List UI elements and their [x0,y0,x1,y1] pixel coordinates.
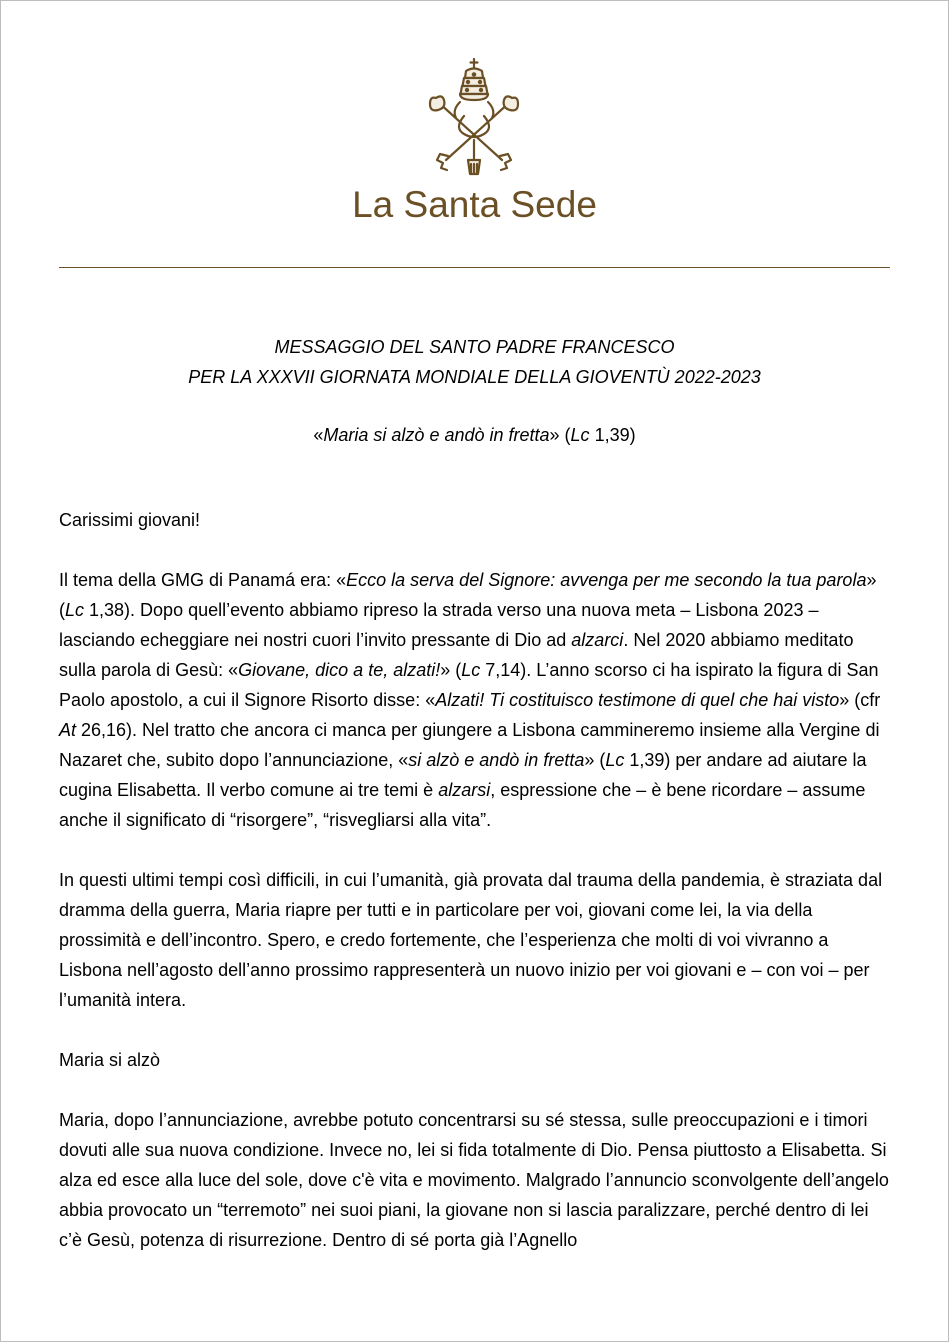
paragraph-3: Maria, dopo l’annunciazione, avrebbe potuto concentrarsi su sé stessa, sulle preoccupazioni e i timori dovuti alle sua nuova condizione. Invece no, lei si fida totalmente di Dio. Pensa piuttosto a Elisabetta. Si alza ed esce alla luce del sole, dove c'è vita e movimento. Malgrado l’annuncio sconvolgente dell’angelo abbia provocato un “terremoto” nei suoi piani, la giovane non si lascia paralizzare, perché dentro di lei c’è Gesù, potenza di risurrezione. Dentro di sé porta già l’Agnello [59,1110,889,1250]
section-heading: Maria si alzò [59,1050,161,1070]
document-title-line-2: PER LA XXXVII GIORNATA MONDIALE DELLA GIOVENTÙ 2022-2023 [188,367,761,387]
document-subtitle: «Maria si alzò e andò in fretta» (Lc 1,39) [313,425,636,445]
header-divider [59,267,890,268]
greeting: Carissimi giovani! [59,510,201,530]
paragraph-2: In questi ultimi tempi così difficili, in cui l’umanità, già provata dal trauma della pandemia, è straziata dal dramma della guerra, Maria riapre per tutti e in particolare per voi, giovani come lei, la via della prossimità e dell’incontro. Spero, e credo fortemente, che l’esperienza che molti di voi vivranno a Lisbona nell’agosto dell’anno prossimo rappresenterà un nuovo inizio per voi giovani e – con voi – per l’umanità intera. [59,870,883,1010]
document-body [59,505,893,1285]
site-title: La Santa Sede [352,184,597,225]
document-title-line-1: MESSAGGIO DEL SANTO PADRE FRANCESCO [274,337,675,357]
papal-coat-of-arms-icon [424,56,524,184]
paragraph-1: Il tema della GMG di Panamá era: «Ecco la serva del Signore: avvenga per me secondo la tua parola» (Lc 1,38). Dopo quell’evento abbiamo ripreso la strada verso una nuova meta – Lisbona 2023 – lasciando echeggiare nei nostri cuori l’invito pressante di Dio ad alzarci. Nel 2020 abbiamo meditato sulla parola di Gesù: «Giovane, dico a te, alzati!» (Lc 7,14). L’anno scorso ci ha ispirato la figura di San Paolo apostolo, a cui il Signore Risorto disse: «Alzati! Ti costituisco testimone di quel che hai visto» (cfr At 26,16). Nel tratto che ancora ci manca per giungere a Lisbona cammineremo insieme alla Vergine di Nazaret che, subito dopo l’annunciazione, «si alzò e andò in fretta» (Lc 1,39) per andare ad aiutare la cugina Elisabetta. Il verbo comune ai tre temi è alzarsi, espressione che – è bene ricordare – assume anche il significato di “risorgere”, “risvegliarsi alla vita”. [59,570,881,830]
